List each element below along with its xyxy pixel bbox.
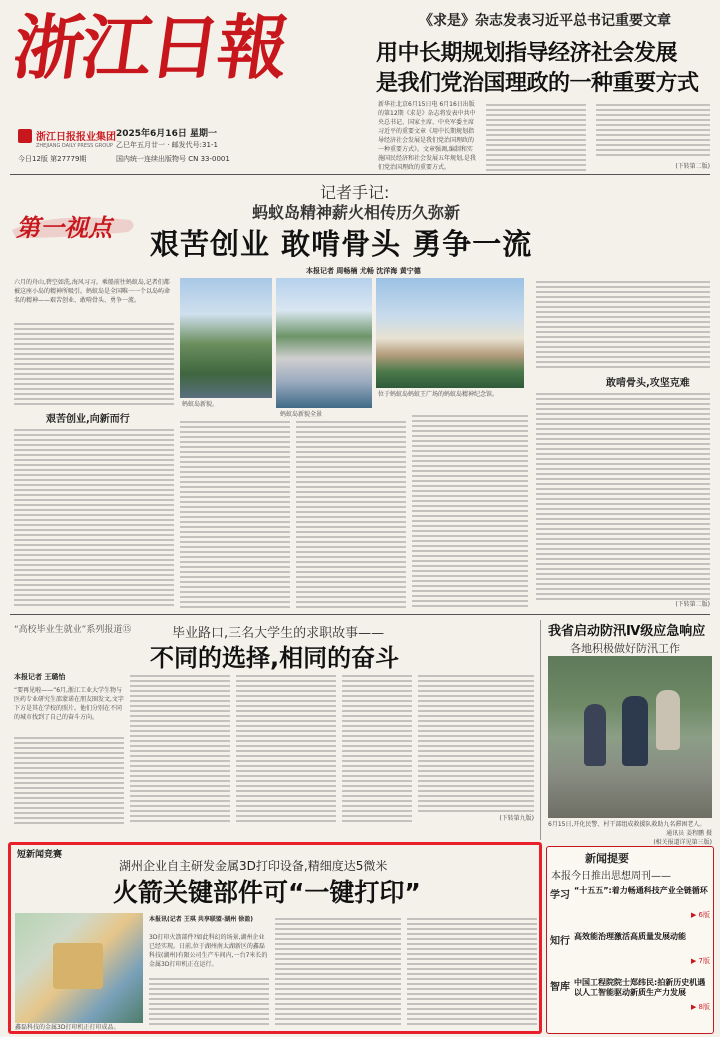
feature-col-text: 六月的舟山,碧空如洗,海风习习。乘船前往蚂蚁岛,记者们都被这座小岛的精神所吸引。蚂蚁岛是全国唯一一个以岛屿命名的精神——艰苦创业、敢啃骨头、勇争一流。 — [14, 279, 171, 304]
digest-item[interactable] — [550, 884, 710, 928]
short-news-photo — [15, 913, 143, 1023]
series-text: “要再见啦——”6月,浙江工业大学生物与医药专业研究生邵蒙诺在朋友圈发文,文字下方是其在学校的照片。他们分别在不同的城市找到了自己的奋斗方向。 — [14, 687, 124, 721]
headline-line1: 用中长期规划指导经济社会发展 — [376, 41, 678, 66]
feature-photo-3 — [376, 278, 524, 388]
feature-col-body-1 — [14, 320, 174, 406]
rescuer-figure — [622, 696, 648, 766]
press-group-logo — [18, 128, 116, 143]
flood-subtitle: 各地积极做好防汛工作 — [570, 642, 680, 655]
short-news-photo-caption: 鑫磊科技的金属3D打印机正打印成品。 — [15, 1024, 120, 1031]
series-col-3 — [236, 672, 336, 824]
short-news-col-3 — [407, 915, 537, 1027]
feature-photo-1-caption: 蚂蚁岛新貌。 — [182, 401, 219, 408]
short-news-col-2 — [275, 915, 401, 1027]
rescuer-figure — [584, 704, 606, 766]
short-news-title: 火箭关键部件可“一键打印” — [113, 878, 421, 907]
feature-subtitle: 蚂蚁岛精神薪火相传历久弥新 — [252, 203, 461, 222]
digest-item-tag: 智库 — [550, 982, 570, 993]
feature-photo-3-caption: 位于蚂蚁岛蚂蚁王广场的蚂蚁岛精神纪念馆。 — [378, 391, 499, 398]
digest-item-title: “十五五”:着力畅通科技产业全链循环 — [574, 886, 708, 895]
masthead-logo: 浙江日報 — [8, 6, 292, 89]
feature-kicker: 记者手记: — [320, 183, 390, 202]
short-news-tag: 短新闻竞赛 — [17, 850, 63, 860]
digest-item-page: ▶ 8版 — [690, 1003, 710, 1011]
feature-rule — [10, 614, 710, 615]
series-title: 不同的选择,相同的奋斗 — [150, 644, 400, 672]
masthead-rule — [10, 174, 710, 175]
feature-section1: 艰苦创业,向新而行 — [46, 414, 130, 425]
series-continued: (下转第九版) — [499, 815, 534, 822]
short-news-panel — [8, 842, 542, 1034]
headline-lead: 新华社北京6月15日电 6月16日出版的第12期《求是》杂志将发表中共中央总书记、国家主席、中央军委主席习近平的重要文章《用中长期规划指导经济社会发展是我们党治国理政的一种重要方式》。文章强调,编制和实施国民经济和社会发展五年规划,是我们党治国理政的重要方式。 — [378, 101, 476, 171]
press-group-name: 浙江日报报业集团 — [36, 132, 116, 143]
headline-kicker: 《求是》杂志发表习近平总书记重要文章 — [419, 13, 671, 29]
feature-photo-1 — [180, 278, 272, 398]
feature-badge — [10, 202, 140, 242]
short-news-kicker: 湖州企业自主研发金属3D打印设备,精细度达5微米 — [119, 859, 388, 873]
feature-col-body-4 — [296, 418, 406, 608]
flood-caption: 6月15日,开化民警、村干部组成救援队救助九名滞困老人。 — [548, 821, 706, 828]
digest-item-title: 高效能治理激活高质量发展动能 — [574, 932, 686, 941]
digest-item[interactable] — [550, 976, 710, 1020]
flood-title: 我省启动防汛Ⅳ级应急响应 — [548, 624, 706, 639]
feature-photo-2 — [276, 278, 372, 408]
feature-title: 艰苦创业 敢啃骨头 勇争一流 — [150, 227, 533, 261]
headline-continued: (下转第二版) — [675, 163, 710, 170]
date-line: 2025年6月16日 星期一 — [116, 129, 217, 139]
rescuer-figure — [656, 690, 680, 750]
digest-item-page: ▶ 6版 — [690, 911, 710, 919]
series-col-4 — [342, 672, 412, 824]
digest-item[interactable] — [550, 930, 710, 974]
short-news-text: 3D打印火箭部件?如此科幻的场景,湖州企业已经实现。日前,位于湖州南太湖新区的鑫磊科技(湖州)有限公司生产车间内,一台7米长的金属3D打印机正在运行。 — [149, 934, 268, 968]
flood-source: (相关报道详见第三版) — [653, 839, 712, 846]
press-group-en: ZHEJIANG DAILY PRESS GROUP — [36, 143, 113, 149]
lunar-line: 乙巳年五月廿一 · 邮发代号:31-1 — [116, 141, 218, 149]
series-divider — [540, 620, 541, 840]
press-group-icon — [18, 129, 32, 143]
feature-section2: 敢啃骨头,攻坚克难 — [606, 378, 690, 389]
feature-continued: (下转第二版) — [675, 601, 710, 608]
series-byline: 本报记者 王璐怡 — [14, 673, 66, 681]
digest-item-page: ▶ 7版 — [690, 957, 710, 965]
flood-photo — [548, 656, 712, 818]
digest-lead: 本报今日推出思想周刊—— — [551, 871, 671, 882]
series-col-5 — [418, 672, 534, 812]
series-kicker: 毕业路口,三名大学生的求职故事—— — [172, 626, 385, 641]
cn-line: 国内统一连续出版物号 CN 33-0001 — [116, 155, 230, 163]
feature-col-body-3 — [180, 418, 290, 608]
digest-item-title: 中国工程院院士郑纬民:拍新历史机遇 以人工智能驱动新质生产力发展 — [574, 978, 706, 997]
series-col-2 — [130, 672, 230, 824]
feature-col-body-2 — [14, 426, 174, 606]
masthead — [0, 0, 720, 200]
short-news-col-1 — [149, 975, 269, 1027]
feature-col-body-7 — [536, 390, 710, 600]
digest-header: 新闻提要 — [585, 852, 629, 865]
series-col-1 — [14, 734, 124, 824]
feature-byline: 本报记者 周畅楠 尤畅 沈洋海 黄宁德 — [306, 267, 421, 275]
flood-credit: 通讯员 姜程鹏 摄 — [666, 830, 712, 837]
headline-col3 — [596, 101, 710, 159]
short-news-byline: 本报讯(记者 王琪 共享联盟·湖州 徐盈) — [149, 916, 254, 923]
feature-photo-2-caption: 蚂蚁岛新貌全景 — [280, 411, 323, 418]
feature-badge-text: 第一视点 — [16, 213, 112, 242]
feature-col-body-5 — [412, 412, 528, 608]
series-tag: “高校毕业生就业”系列报道⑮ — [14, 625, 132, 635]
headline-line2: 是我们党治国理政的一种重要方式 — [376, 71, 699, 96]
printer-figure — [53, 943, 103, 989]
issue-line: 今日12版 第27779期 — [18, 155, 87, 163]
headline-col2 — [486, 101, 586, 171]
digest-item-tag: 知行 — [550, 936, 570, 947]
digest-item-tag: 学习 — [550, 890, 570, 901]
feature-col-body-6 — [536, 278, 710, 370]
